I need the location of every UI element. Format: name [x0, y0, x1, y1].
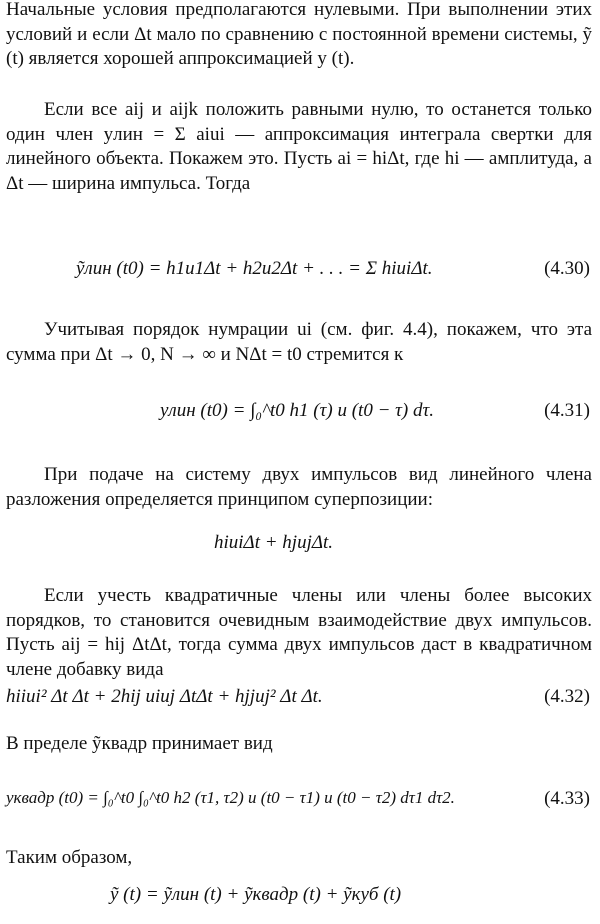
paragraph-thus: Таким образом, — [6, 847, 133, 868]
equation-4-31-number: (4.31) — [544, 400, 590, 421]
equation-4-30-body: ỹлин (t0) = h1u1Δt + h2u2Δt + . . . = Σ hiuiΔt. — [76, 258, 433, 279]
equation-4-33 — [0, 788, 600, 828]
paragraph-initial-conditions: Начальные условия предполагаются нулевыми. При выполнении этих условий и если Δt мало по сравнению с постоянной времени системы, ỹ (t) является хорошей аппроксимацией y (t). — [6, 0, 592, 69]
equation-4-32-body: hiiui² Δt Δt + 2hij uiuj ΔtΔt + hjjuj² Δt Δt. — [6, 686, 323, 707]
paragraph-superposition: При подаче на систему двух импульсов вид линейного члена разложения определяется принципом суперпозиции: — [6, 464, 592, 510]
equation-impulse-pair — [0, 532, 600, 572]
equation-4-33-body: yквадр (t0) = ∫₀^t0 ∫₀^t0 h2 (τ1, τ2) u (t0 − τ1) u (t0 − τ2) dτ1 dτ2. — [6, 788, 455, 807]
paragraph-limit: В пределе ỹквадр принимает вид — [6, 733, 273, 754]
paragraph-quadratic-terms: Если учесть квадратичные члены или члены более высоких порядков, то становится очевидным взаимодействие двух импульсов. Пусть aij = hij ΔtΔt, тогда сумма двух импульсов даст в квадратичном члене добавку вида — [6, 585, 592, 680]
equation-4-33-number: (4.33) — [544, 788, 590, 809]
equation-4-30-number: (4.30) — [544, 258, 590, 279]
equation-4-31-body: yлин (t0) = ∫₀^t0 h1 (τ) u (t0 − τ) dτ. — [160, 400, 435, 421]
equation-4-32-number: (4.32) — [544, 686, 590, 707]
equation-4-31 — [0, 400, 600, 440]
equation-final — [0, 884, 600, 924]
equation-impulse-pair-body: hiuiΔt + hjujΔt. — [214, 532, 334, 553]
equation-4-30 — [0, 258, 600, 298]
equation-final-body: ỹ (t) = ỹлин (t) + ỹквадр (t) + ỹкуб (t) — [110, 884, 402, 905]
equation-4-32 — [0, 686, 600, 726]
paragraph-linear-term: Если все aij и aijk положить равными нулю, то останется только один член yлин = Σ aiui — аппроксимация интеграла свертки для линейного объекта. Покажем это. Пусть ai = hiΔt, где hi — амплитуда, а Δt — ширина импульса. Тогда — [6, 99, 592, 194]
paragraph-numbering: Учитывая порядок нумрации ui (см. фиг. 4.4), покажем, что эта сумма при Δt → 0, N → ∞ и NΔt = t0 стремится к — [6, 319, 592, 365]
